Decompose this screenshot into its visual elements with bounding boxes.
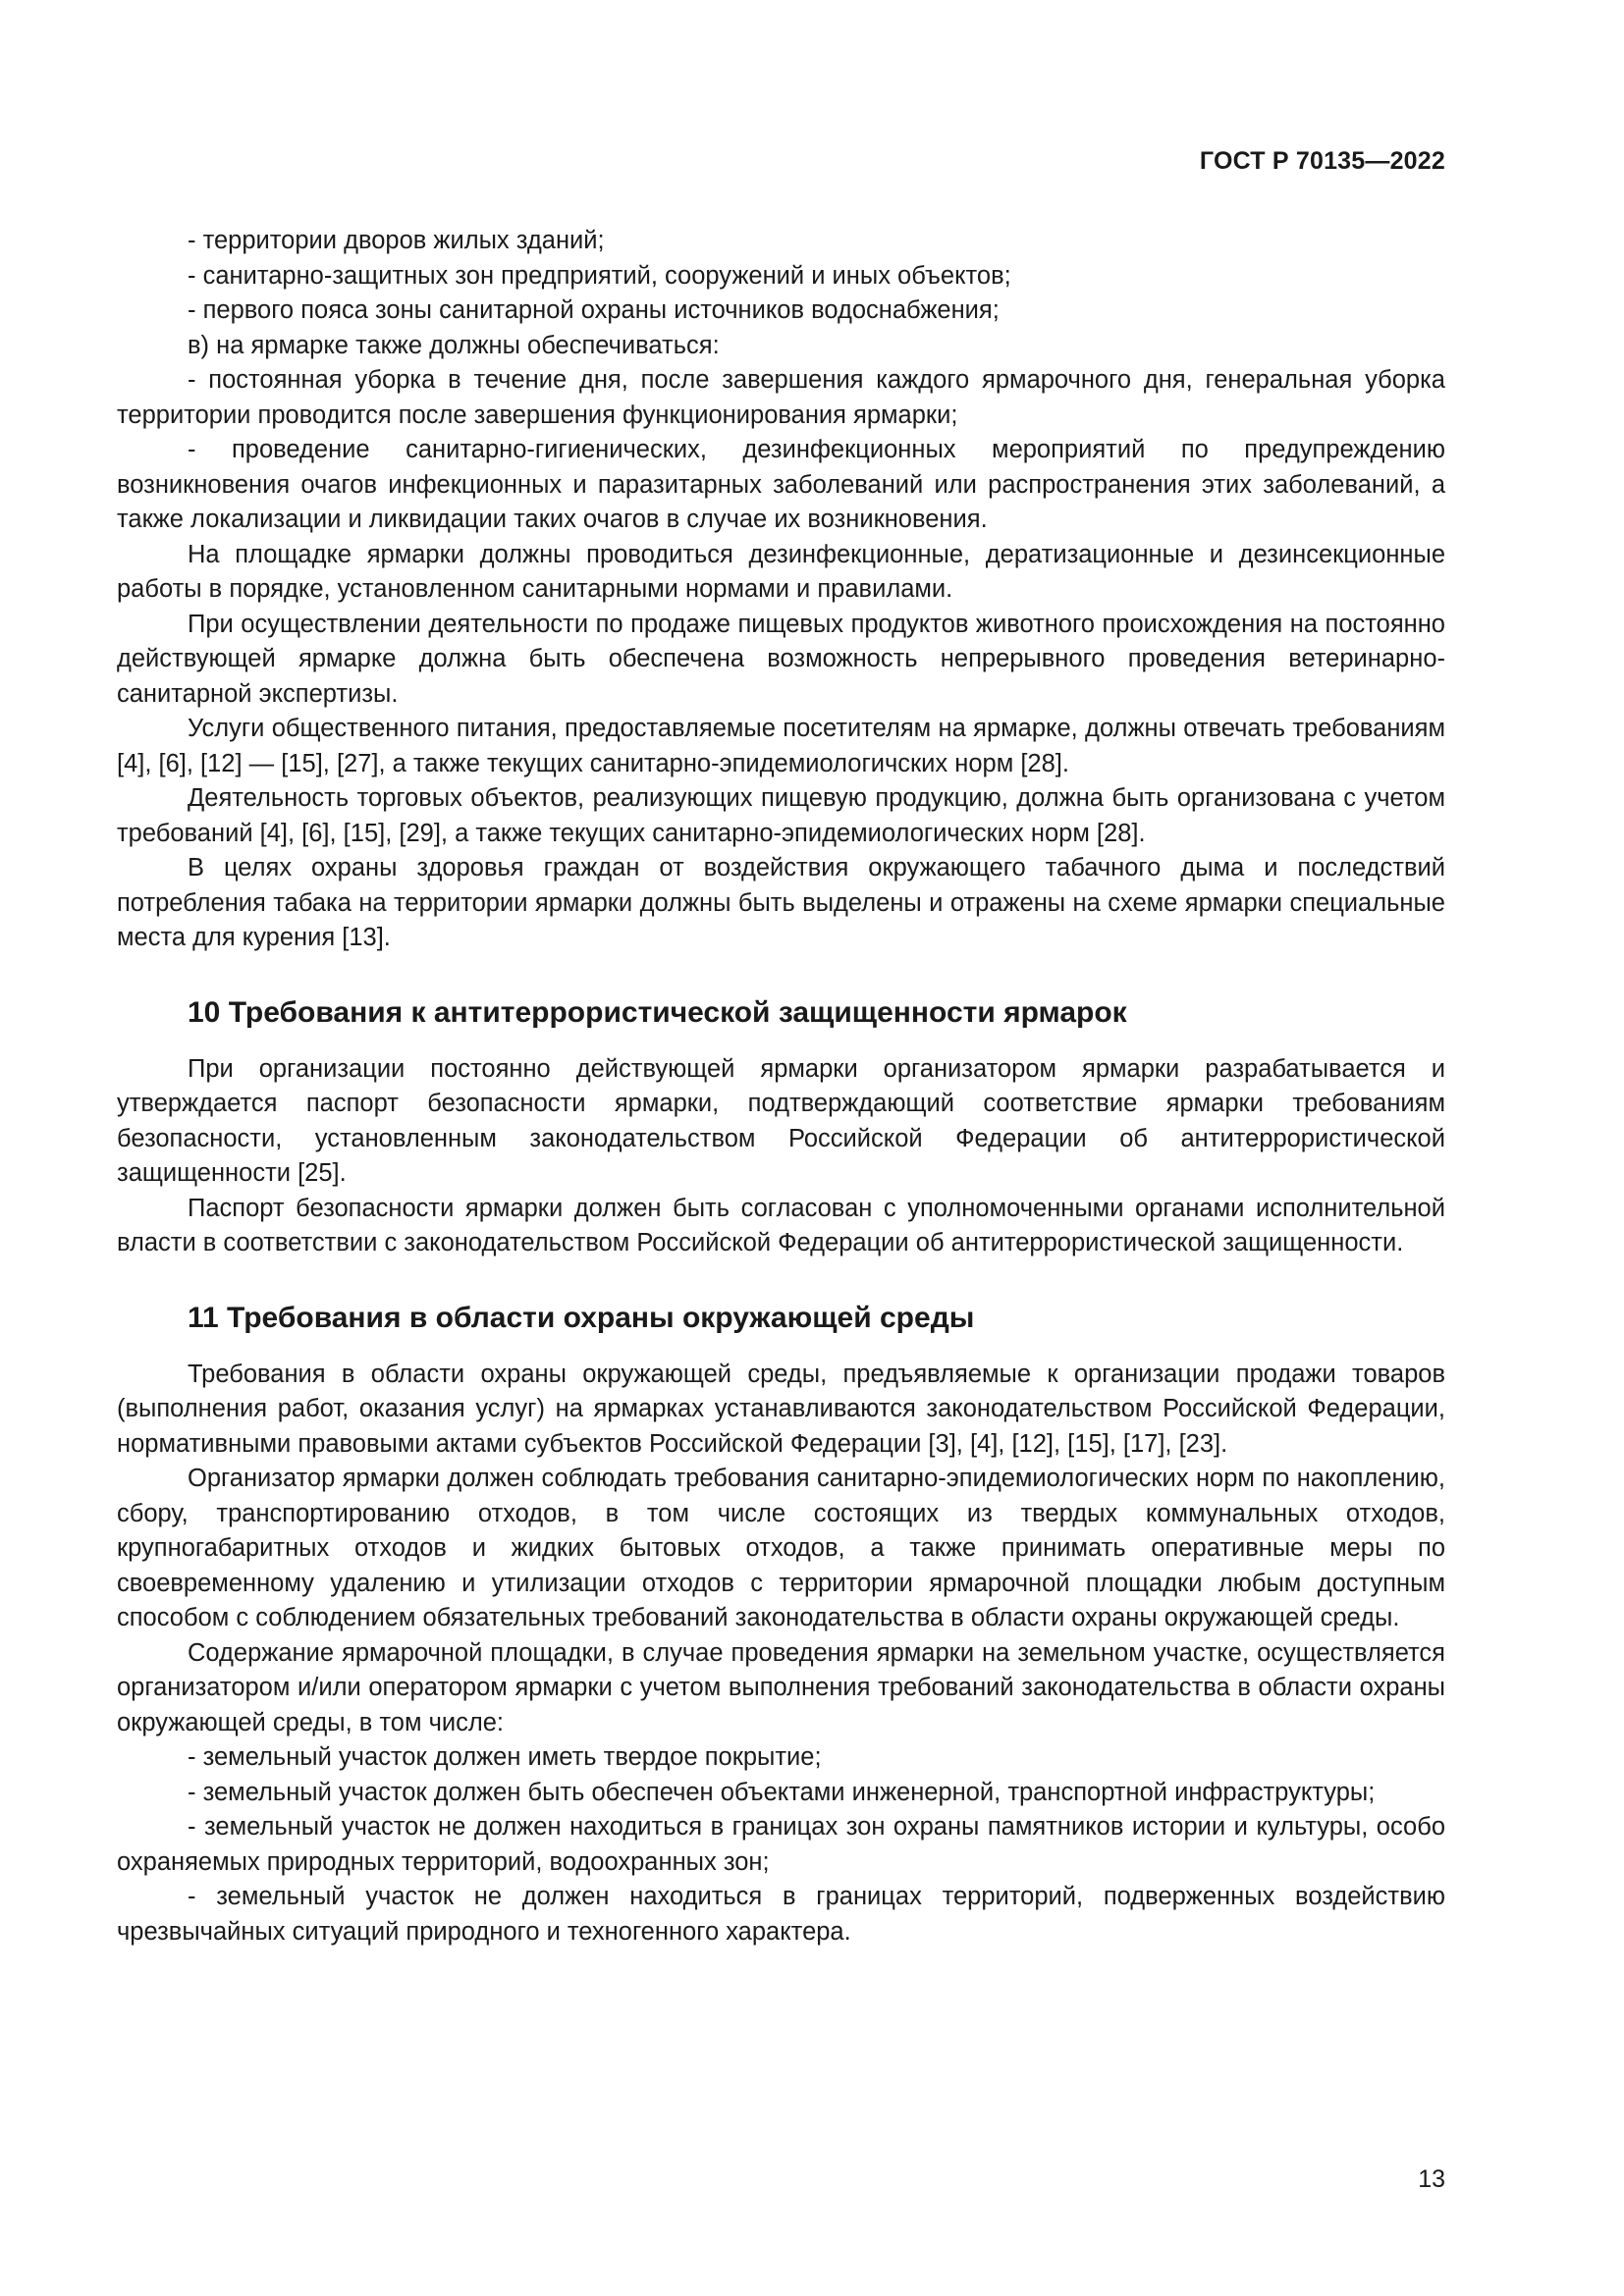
paragraph: Организатор ярмарки должен соблюдать требования санитарно-эпидемиологических норм по накоплению, сбору, транспортированию отходов, в том числе состоящих из твердых коммунальных отходов, крупногабаритных отходов и жидких бытовых отходов, а также принимать оперативные меры по своевременному удалению и утилизации отходов с территории ярмарочной площадки любым доступным способом с соблюдением обязательных требований законодательства в области охраны окружающей среды. [117,1465,1445,1631]
section-11-heading: 11 Требования в области охраны окружающей среды [188,1301,975,1334]
paragraph: - постоянная уборка в течение дня, после завершения каждого ярмарочного дня, генеральная уборка территории проводится после завершения функционирования ярмарки; [117,366,1445,429]
paragraph: - территории дворов жилых зданий; [188,227,605,254]
paragraph: Содержание ярмарочной площадки, в случае проведения ярмарки на земельном участке, осуществляется организатором и/или оператором ярмарки с учетом выполнения требований законодательства в области охраны окружающей среды, в том числе: [117,1638,1445,1736]
paragraph: Паспорт безопасности ярмарки должен быть согласован с уполномоченными органами исполнительной власти в соответствии с законодательством Российской Федерации об антитеррористической защищенности. [117,1194,1445,1256]
document-body [117,224,1445,1949]
paragraph: в) на ярмарке также должны обеспечиваться: [188,331,720,359]
paragraph: Деятельность торговых объектов, реализующих пищевую продукцию, должна быть организована с учетом требований [4], [6], [15], [29], а также текущих санитарно-эпидемиологических норм [28]. [117,784,1445,847]
document-code-header: ГОСТ Р 70135—2022 [1199,147,1445,175]
paragraph: При осуществлении деятельности по продаже пищевых продуктов животного происхождения на постоянно действующей ярмарке должна быть обеспечена возможность непрерывного проведения ветеринарно-санитарной экспертизы. [117,610,1445,708]
paragraph: - первого пояса зоны санитарной охраны источников водоснабжения; [188,296,1000,324]
paragraph: Требования в области охраны окружающей среды, предъявляемые к организации продажи товаров (выполнения работ, оказания услуг) на ярмарках устанавливаются законодательством Российской Федерации, нормативными правовыми актами субъектов Российской Федерации [3], [4], [12], [15], [17], [23]. [117,1360,1445,1458]
paragraph: - проведение санитарно-гигиенических, дезинфекционных мероприятий по предупреждению возникновения очагов инфекционных и паразитарных заболеваний или распространения этих заболеваний, а также локализации и ликвидации таких очагов в случае их возникновения. [117,436,1445,533]
paragraph: - земельный участок не должен находиться в границах территорий, подверженных воздействию чрезвычайных ситуаций природного и техногенного характера. [117,1883,1445,1946]
paragraph: При организации постоянно действующей ярмарки организатором ярмарки разрабатывается и утверждается паспорт безопасности ярмарки, подтверждающий соответствие ярмарки требованиям безопасности, установленным законодательством Российской Федерации об антитеррористической защищенности [25]. [117,1054,1445,1187]
paragraph: - земельный участок должен иметь твердое покрытие; [188,1743,822,1771]
paragraph: - земельный участок должен быть обеспечен объектами инженерной, транспортной инфраструктуры; [188,1778,1376,1806]
page-number: 13 [1418,2165,1445,2193]
paragraph: - санитарно-защитных зон предприятий, сооружений и иных объектов; [188,261,1011,290]
paragraph: - земельный участок не должен находиться в границах зон охраны памятников истории и культуры, особо охраняемых природных территорий, водоохранных зон; [117,1813,1445,1876]
paragraph: На площадке ярмарки должны проводиться дезинфекционные, дератизационные и дезинсекционные работы в порядке, установленном санитарными нормами и правилами. [117,540,1445,603]
section-10-heading: 10 Требования к антитеррористической защищенности ярмарок [188,995,1127,1029]
paragraph: Услуги общественного питания, предоставляемые посетителям на ярмарке, должны отвечать требованиям [4], [6], [12] — [15], [27], а также текущих санитарно-эпидемиологичских норм [28]. [117,715,1445,777]
paragraph: В целях охраны здоровья граждан от воздействия окружающего табачного дыма и последствий потребления табака на территории ярмарки должны быть выделены и отражены на схеме ярмарки специальные места для курения [13]. [117,854,1445,951]
